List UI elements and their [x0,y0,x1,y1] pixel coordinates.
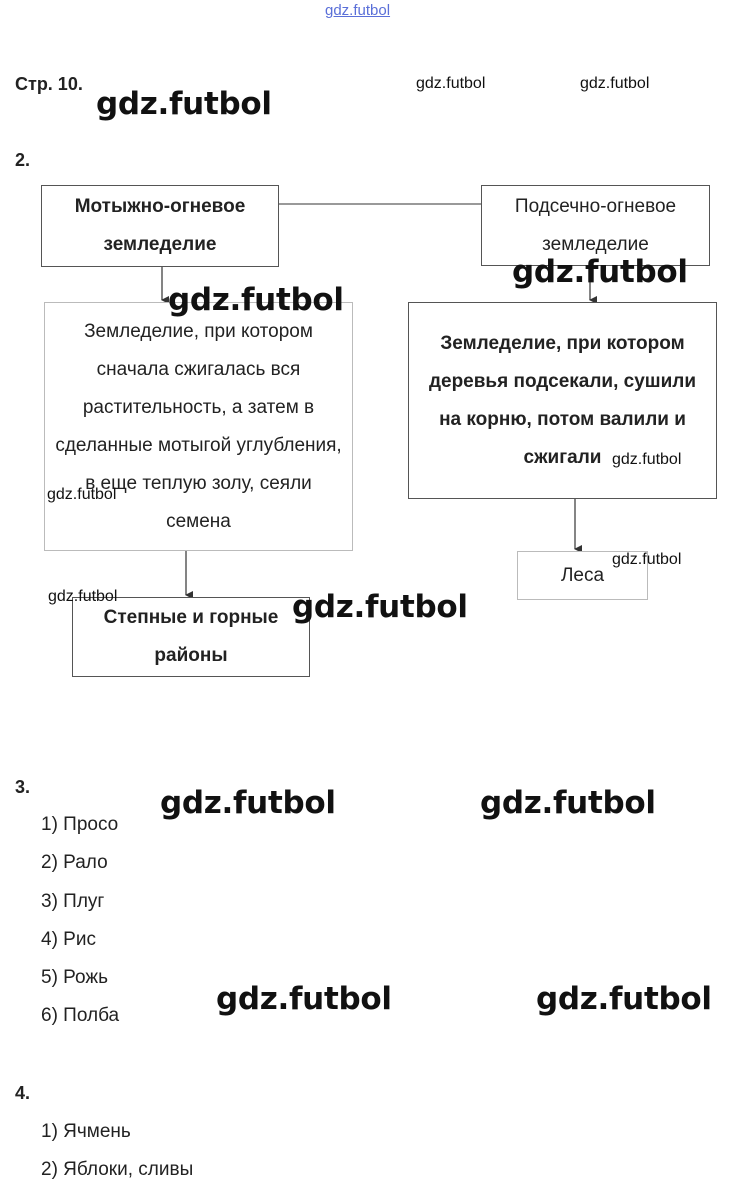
box-left-region-text: Степные и горные районы [103,607,279,666]
watermark: gdz.futbol [612,451,682,468]
list-item: 3) Плуг [41,891,105,912]
watermark: gdz.futbol [160,785,336,821]
watermark: gdz.futbol [612,551,682,568]
list-item: 2) Яблоки, сливы [41,1159,194,1180]
box-left-region [72,597,310,677]
box-left-description-text: Земледелие, при котором сначала сжигалась вся растительность, а затем в сделанные мотыгой углубления, в еще теплую золу, сеяли семена [55,320,342,532]
list-item: 2) Рало [41,852,108,873]
watermark: gdz.futbol [96,86,272,122]
box-podsechno-ognevoe-text: Подсечно-огневое земледелие [514,195,677,255]
section-3-number: 3. [15,777,31,797]
watermark: gdz.futbol [480,785,656,821]
watermark: gdz.futbol [168,282,344,318]
box-right-region-text: Леса [560,564,605,586]
box-motyzhno-ognevoe-text: Мотыжно-огневое земледелие [74,196,246,255]
box-right-description [408,302,717,499]
list-item: 1) Просо [41,814,119,835]
page-label: Стр. 10. [15,74,83,94]
watermark: gdz.futbol [580,75,650,92]
watermark: gdz.futbol [292,589,468,625]
watermark: gdz.futbol [216,981,392,1017]
section-4-number: 4. [15,1083,31,1103]
watermark-link[interactable]: gdz.futbol [325,2,391,19]
list-item: 1) Ячмень [41,1121,131,1142]
watermark: gdz.futbol [512,254,688,290]
watermark: gdz.futbol [48,588,118,605]
list-item: 6) Полба [41,1005,120,1026]
watermark: gdz.futbol [416,75,486,92]
watermark: gdz.futbol [47,486,117,503]
watermark: gdz.futbol [536,981,712,1017]
list-item: 4) Рис [41,929,96,950]
list-item: 5) Рожь [41,967,108,988]
box-left-description [44,302,353,551]
section-2-number: 2. [15,150,31,170]
box-right-description-text: Земледелие, при котором деревья подсекали, сушили на корню, потом валили и сжигали [428,332,697,468]
box-motyzhno-ognevoe [41,185,279,267]
